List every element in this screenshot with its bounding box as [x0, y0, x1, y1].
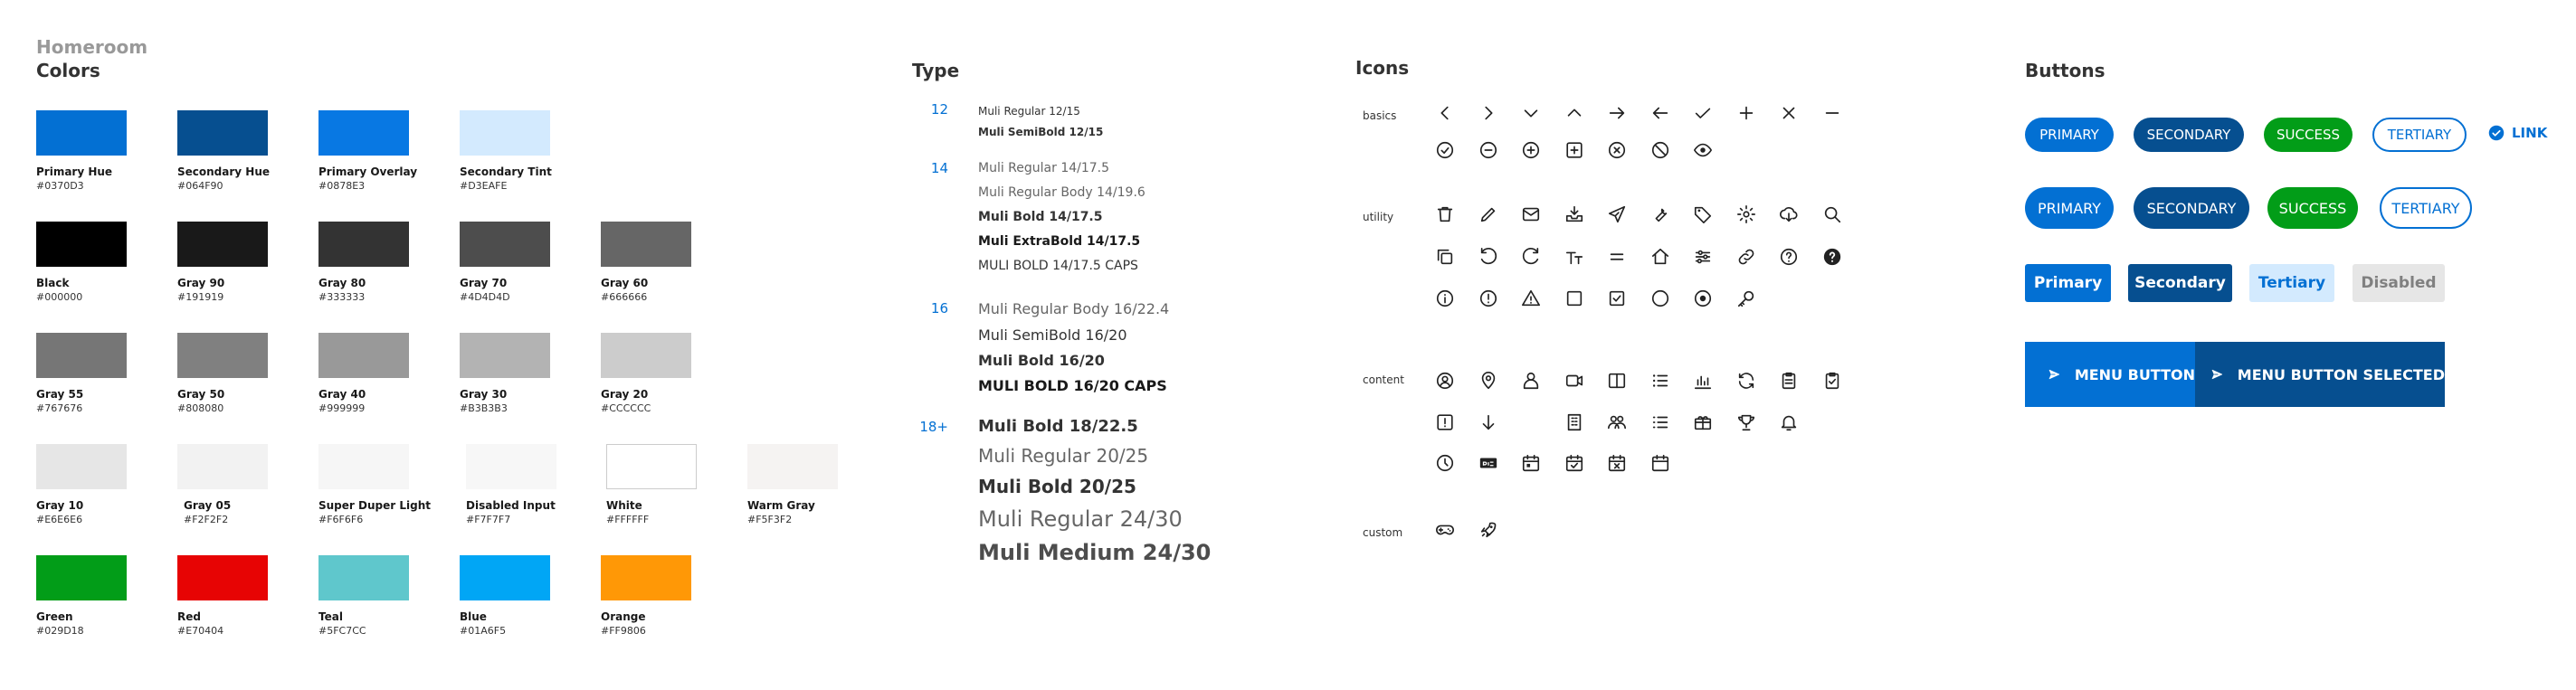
rocket-icon [1478, 520, 1498, 540]
swatch-name: Blue [460, 610, 487, 623]
swatch-hex: #F2F2F2 [184, 514, 229, 525]
square-icon [1564, 288, 1584, 308]
chevron-left-icon [1435, 103, 1455, 123]
swatch-gray-60 [601, 222, 691, 267]
primary-rect-button[interactable]: Primary [2025, 264, 2111, 302]
icons-custom-label: custom [1363, 526, 1403, 539]
swatch-gray-30 [460, 333, 550, 378]
plus-icon [1736, 103, 1756, 123]
type-sample: Muli SemiBold 16/20 [978, 326, 1127, 344]
swatch-hex: #808080 [177, 402, 224, 414]
swatch-disabled-input [466, 444, 556, 489]
refresh-icon [1736, 371, 1756, 391]
minus-circle-icon [1478, 140, 1498, 160]
info-circle-icon [1435, 288, 1455, 308]
trophy-icon [1736, 412, 1756, 432]
swatch-name: Super Duper Light [318, 499, 431, 512]
arrow-right-icon [1607, 103, 1627, 123]
swatch-hex: #FFFFFF [606, 514, 650, 525]
user-circle-icon [1435, 371, 1455, 391]
swatch-name: Gray 50 [177, 388, 225, 401]
swatch-black [36, 222, 127, 267]
search-icon [1822, 204, 1842, 224]
list-icon [1650, 371, 1670, 391]
check-circle-icon [2488, 125, 2505, 141]
type-sample: Muli Medium 24/30 [978, 540, 1212, 565]
swatch-hex: #029D18 [36, 625, 84, 637]
swatch-name: Teal [318, 610, 343, 623]
type-sample: Muli ExtraBold 14/17.5 [978, 234, 1141, 249]
equals-icon [1607, 247, 1627, 267]
buttons-title: Buttons [2025, 60, 2105, 81]
text-size-icon [1564, 247, 1584, 267]
swatch-hex: #000000 [36, 291, 83, 303]
link-button[interactable] [2488, 125, 2547, 141]
calendar-icon [1650, 453, 1670, 473]
swatch-gray-55 [36, 333, 127, 378]
chevron-down-icon [1521, 103, 1541, 123]
swatch-gray-90 [177, 222, 268, 267]
swatch-warm-gray [747, 444, 838, 489]
mail-icon [1521, 204, 1541, 224]
type-sample: Muli Regular Body 16/22.4 [978, 300, 1170, 317]
type-sample: Muli Regular 12/15 [978, 105, 1080, 118]
check-circle-icon [1435, 140, 1455, 160]
swatch-name: Primary Overlay [318, 165, 418, 178]
redo-icon [1521, 247, 1541, 267]
calendar-check-icon [1564, 453, 1584, 473]
swatch-hex: #0370D3 [36, 180, 84, 192]
swatch-name: White [606, 499, 642, 512]
secondary-button[interactable]: SECONDARY [2134, 118, 2244, 152]
send-icon [2048, 364, 2060, 385]
swatch-hex: #D3EAFE [460, 180, 508, 192]
swatch-gray-20 [601, 333, 691, 378]
swatch-name: Gray 55 [36, 388, 84, 401]
checkbox-icon [1607, 288, 1627, 308]
swatch-name: Black [36, 277, 70, 289]
swatch-name: Gray 20 [601, 388, 649, 401]
swatch-hex: #064F90 [177, 180, 223, 192]
swatch-gray-10 [36, 444, 127, 489]
trash-icon [1435, 204, 1455, 224]
plus-circle-icon [1521, 140, 1541, 160]
disabled-rect-button: Disabled [2353, 264, 2445, 302]
wrench-icon [1650, 204, 1670, 224]
success-button[interactable]: SUCCESS [2264, 118, 2353, 152]
swatch-name: Gray 60 [601, 277, 649, 289]
link-label: LINK [2512, 125, 2548, 141]
video-icon [1564, 371, 1584, 391]
tertiary-button[interactable]: TERTIARY [2372, 118, 2467, 152]
swatch-gray-05 [177, 444, 268, 489]
person-icon [1521, 371, 1541, 391]
swatch-name: Gray 10 [36, 499, 84, 512]
chevron-right-icon [1478, 103, 1498, 123]
id-badge-icon [1478, 453, 1498, 473]
swatch-gray-70 [460, 222, 550, 267]
minus-icon [1822, 103, 1842, 123]
swatch-name: Disabled Input [466, 499, 556, 512]
building-icon [1564, 412, 1584, 432]
swatch-white [606, 444, 697, 489]
gear-icon [1736, 204, 1756, 224]
type-sample: Muli Bold 16/20 [978, 352, 1105, 369]
calendar-day-icon [1521, 453, 1541, 473]
swatch-hex: #F5F3F2 [747, 514, 793, 525]
swatch-hex: #767676 [36, 402, 83, 414]
swatch-primary-overlay [318, 110, 409, 156]
alert-circle-icon [1478, 288, 1498, 308]
swatch-name: Gray 70 [460, 277, 508, 289]
swatch-name: Warm Gray [747, 499, 815, 512]
swatch-hex: #333333 [318, 291, 366, 303]
swatch-name: Gray 30 [460, 388, 508, 401]
type-sample: Muli Regular 14/17.5 [978, 161, 1110, 175]
bar-chart-icon [1693, 371, 1713, 391]
swatch-secondary-hue [177, 110, 268, 156]
swatch-name: Primary Hue [36, 165, 113, 178]
swatch-secondary-tint [460, 110, 550, 156]
swatch-hex: #E70404 [177, 625, 224, 637]
arrow-down-icon [1478, 412, 1498, 432]
undo-icon [1478, 247, 1498, 267]
secondary-rect-button[interactable]: Secondary [2128, 264, 2232, 302]
map-pin-icon [1478, 371, 1498, 391]
icons-content-label: content [1363, 373, 1404, 386]
clipboard-check-icon [1822, 371, 1842, 391]
home-icon [1650, 247, 1670, 267]
swatch-hex: #01A6F5 [460, 625, 507, 637]
help-circle-icon [1779, 247, 1799, 267]
gamepad-icon [1435, 520, 1455, 540]
check-icon [1693, 103, 1713, 123]
swatch-name: Orange [601, 610, 646, 623]
primary-button[interactable]: PRIMARY [2025, 118, 2114, 152]
plus-square-icon [1564, 140, 1584, 160]
menu-button-label: MENU BUTTON [2074, 365, 2195, 383]
alert-square-icon [1435, 412, 1455, 432]
type-size-14: 14 [930, 160, 948, 176]
group-icon [1607, 412, 1627, 432]
type-sample: Muli SemiBold 12/15 [978, 126, 1104, 138]
swatch-name: Green [36, 610, 73, 623]
type-sample: Muli Regular 20/25 [978, 445, 1149, 467]
icons-utility-label: utility [1363, 211, 1394, 223]
clipboard-icon [1779, 371, 1799, 391]
swatch-hex: #F7F7F7 [466, 514, 511, 525]
eye-icon [1693, 140, 1713, 160]
swatch-gray-80 [318, 222, 409, 267]
list-bulleted-icon [1650, 412, 1670, 432]
swatch-hex: #F6F6F6 [318, 514, 364, 525]
type-sample: Muli Regular 24/30 [978, 506, 1183, 532]
inbox-download-icon [1564, 204, 1584, 224]
book-open-icon [1607, 371, 1627, 391]
swatch-name: Gray 40 [318, 388, 366, 401]
swatch-hex: #4D4D4D [460, 291, 510, 303]
swatch-hex: #666666 [601, 291, 648, 303]
icons-title: Icons [1355, 57, 1410, 79]
type-sample: Muli Regular Body 14/19.6 [978, 185, 1145, 200]
swatch-hex: #999999 [318, 402, 366, 414]
arrow-left-icon [1650, 103, 1670, 123]
tag-icon [1693, 204, 1713, 224]
clock-icon [1435, 453, 1455, 473]
swatch-blue [460, 555, 550, 600]
circle-icon [1650, 288, 1670, 308]
menu-button-selected-label: MENU BUTTON SELECTED [2237, 365, 2445, 383]
type-sample: Muli Bold 20/25 [978, 476, 1136, 497]
key-icon [1736, 288, 1756, 308]
copy-icon [1435, 247, 1455, 267]
type-sample: MULI BOLD 14/17.5 CAPS [978, 259, 1138, 273]
swatch-hex: #FF9806 [601, 625, 646, 637]
bell-icon [1779, 412, 1799, 432]
type-size-18plus: 18+ [919, 419, 948, 435]
radio-icon [1693, 288, 1713, 308]
swatch-hex: #B3B3B3 [460, 402, 508, 414]
swatch-name: Secondary Hue [177, 165, 271, 178]
calendar-x-icon [1607, 453, 1627, 473]
gift-icon [1693, 412, 1713, 432]
warning-icon [1521, 288, 1541, 308]
icons-basics-label: basics [1363, 109, 1397, 122]
send-icon [1607, 204, 1627, 224]
swatch-hex: #CCCCCC [601, 402, 651, 414]
tertiary-button-large[interactable]: TERTIARY [2380, 187, 2472, 229]
swatch-hex: #E6E6E6 [36, 514, 83, 525]
link-icon [1736, 247, 1756, 267]
cloud-download-icon [1779, 204, 1799, 224]
swatch-super-duper-light [318, 444, 409, 489]
send-icon [2211, 364, 2223, 385]
swatch-name: Gray 05 [184, 499, 232, 512]
type-size-16: 16 [930, 300, 948, 317]
close-icon [1779, 103, 1799, 123]
type-title: Type [912, 60, 960, 81]
swatch-hex: #5FC7CC [318, 625, 366, 637]
tertiary-rect-button[interactable]: Tertiary [2249, 264, 2334, 302]
type-sample: Muli Bold 14/17.5 [978, 210, 1103, 224]
swatch-orange [601, 555, 691, 600]
help-circle-filled-icon [1822, 247, 1842, 267]
primary-button-large[interactable]: PRIMARY [2025, 187, 2114, 229]
colors-title: Colors [36, 60, 100, 81]
secondary-button-large[interactable]: SECONDARY [2134, 187, 2249, 229]
chevron-up-icon [1564, 103, 1584, 123]
sliders-icon [1693, 247, 1713, 267]
type-sample: Muli Bold 18/22.5 [978, 417, 1138, 436]
swatch-gray-40 [318, 333, 409, 378]
menu-button-selected[interactable] [2195, 342, 2445, 407]
block-icon [1650, 140, 1670, 160]
swatch-primary-hue [36, 110, 127, 156]
swatch-red [177, 555, 268, 600]
swatch-hex: #191919 [177, 291, 224, 303]
swatch-name: Red [177, 610, 201, 623]
type-size-12: 12 [930, 101, 948, 118]
swatch-name: Gray 80 [318, 277, 366, 289]
success-button-large[interactable]: SUCCESS [2267, 187, 2358, 229]
x-circle-icon [1607, 140, 1627, 160]
type-sample: MULI BOLD 16/20 CAPS [978, 377, 1167, 394]
swatch-green [36, 555, 127, 600]
swatch-hex: #0878E3 [318, 180, 366, 192]
swatch-teal [318, 555, 409, 600]
swatch-name: Gray 90 [177, 277, 225, 289]
swatch-gray-50 [177, 333, 268, 378]
brand-name: Homeroom [36, 36, 148, 58]
swatch-name: Secondary Tint [460, 165, 552, 178]
pencil-icon [1478, 204, 1498, 224]
menu-button[interactable] [2025, 342, 2195, 407]
